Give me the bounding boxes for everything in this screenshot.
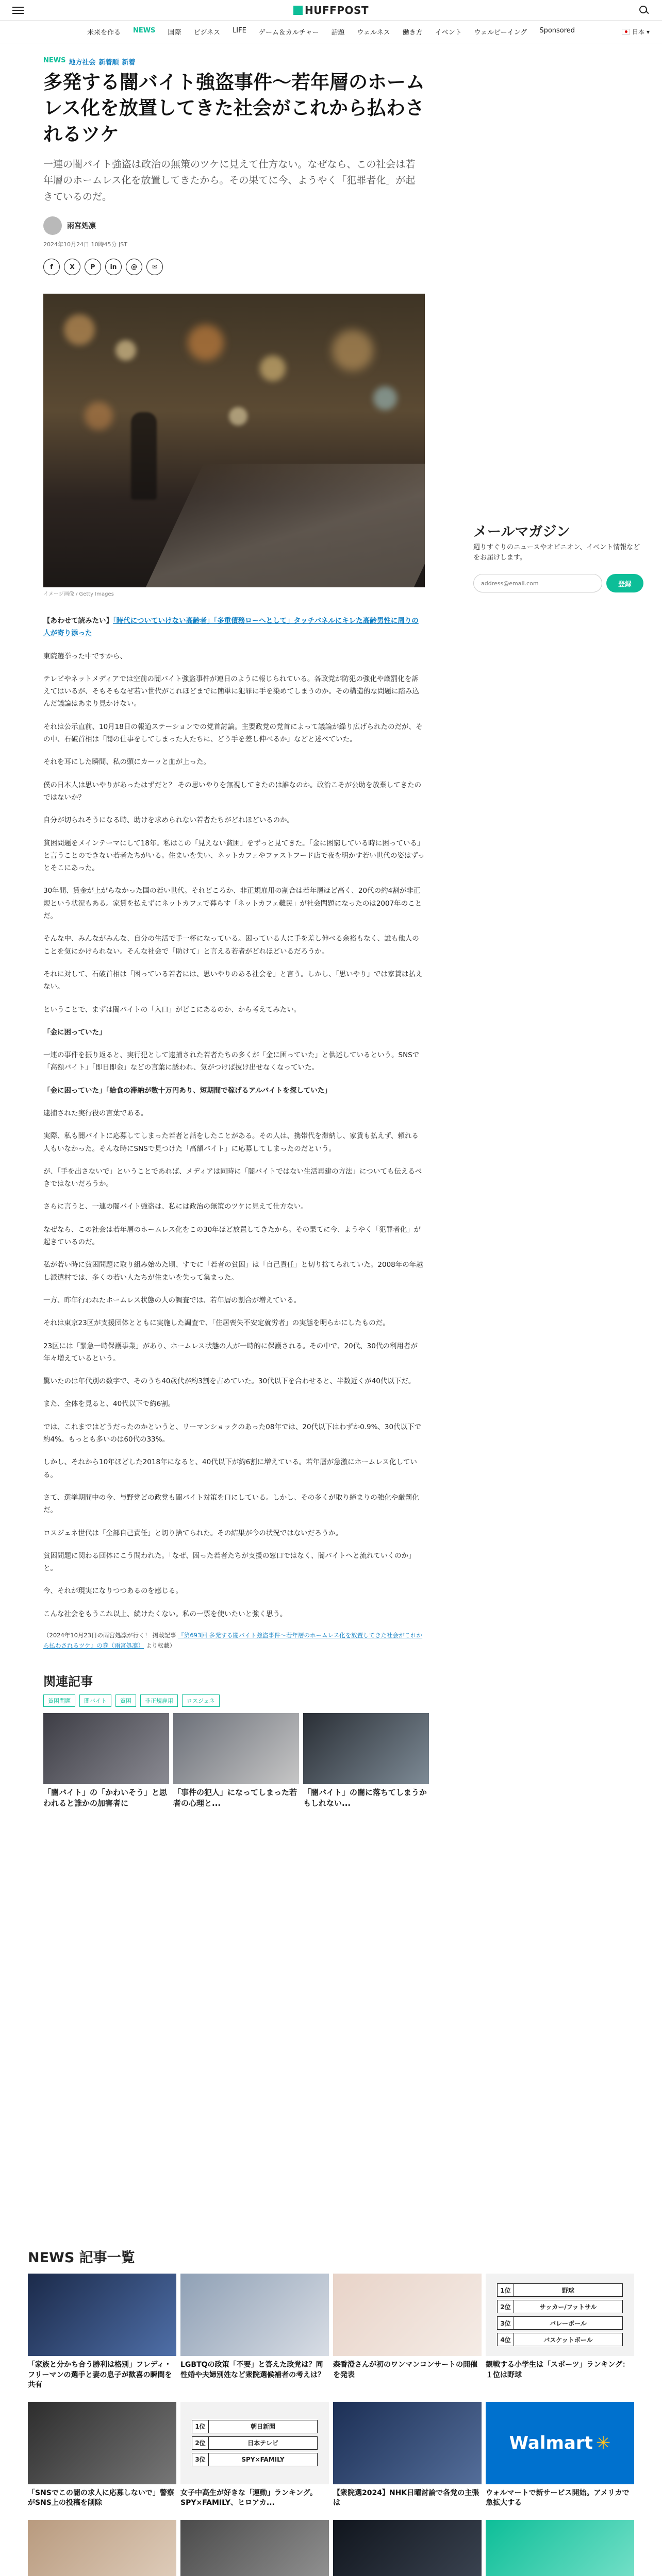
- railing: [141, 464, 425, 587]
- article-tags: [43, 57, 425, 66]
- nav-item[interactable]: ゲーム＆カルチャー: [258, 29, 319, 37]
- rank-number: 2位: [192, 2437, 209, 2449]
- huffpost-logo[interactable]: HUFFPOST: [293, 4, 369, 16]
- subscribe-button[interactable]: 登録: [606, 574, 643, 592]
- paragraph: テレビやネットメディアでは空前の闇バイト強盗事件が連日のように報じられている。各政党が防犯の強化や厳罰化を訴えてはいるが、そもそもなぜ若い世代がこれほどまでに簡単に犯罪に手を染めてしまうのか。その構造的な問題に踏み込んだ議論はあまり見かけない。: [43, 674, 419, 708]
- ranking-row: [192, 2436, 318, 2450]
- news-thumbnail: [333, 2520, 482, 2576]
- nav-item[interactable]: Sponsored: [539, 27, 575, 35]
- article-tag[interactable]: 新着順: [98, 59, 119, 66]
- search-icon[interactable]: [638, 5, 650, 16]
- rank-number: 2位: [498, 2300, 514, 2313]
- nav-item[interactable]: 国際: [168, 29, 181, 37]
- news-thumbnail: [333, 2402, 482, 2484]
- related-card[interactable]: [43, 1713, 169, 1809]
- dek: 一連の闇バイト強盗は政治の無策のツケに見えて仕方ない。なぜなら、この社会は若年層のホームレス化を放置してきたから。その果てに今、ようやく「犯罪者化」が起きているのだ。: [43, 158, 416, 202]
- site-header: [0, 0, 662, 21]
- paragraph: 驚いたのは年代別の数字で、そのうち40歳代が約3割を占めていた。30代以下を合わせると、半数近くが40代以下だ。: [43, 1377, 416, 1386]
- facebook-icon[interactable]: f: [43, 259, 60, 275]
- hamburger-menu-icon[interactable]: [12, 7, 24, 14]
- newsletter-signup: [473, 520, 643, 592]
- paragraph: 今、それが現実になりつつあるのを感じる。: [43, 1587, 183, 1596]
- related-tag[interactable]: 闇バイト: [79, 1694, 111, 1707]
- paragraph: しかし、それから10年ほどした2018年になると、40代以下が約6割に増えている。若年層が急激にホームレス化している。: [43, 1458, 417, 1479]
- news-thumbnail: [28, 2402, 176, 2484]
- related-card-title: 「事件の犯人」になってしまった若者の心理と...: [173, 1788, 297, 1808]
- article-tag[interactable]: 新着: [122, 59, 136, 66]
- news-card-title: 観戦する小学生は「スポーツ」ランキング：１位は野球: [486, 2361, 630, 2379]
- related-card-title: 「闇バイト」の闇に落ちてしまうかもしれない...: [303, 1788, 427, 1808]
- linkedin-icon[interactable]: in: [105, 259, 122, 275]
- news-card-title: ウォルマートで新サービス開始。アメリカで急拡大する: [486, 2488, 630, 2507]
- news-card[interactable]: [333, 2402, 482, 2509]
- paragraph: 自分が切られそうになる時、助けを求められない若者たちがどれほどいるのか。: [43, 816, 294, 825]
- paragraph: ロスジェネ世代は「全部自己責任」と切り捨てられた。その結果が今の状況ではないだろうか。: [43, 1529, 343, 1537]
- paragraph: 「金に困っていた」: [43, 1028, 106, 1037]
- nav-item[interactable]: 未来を作る: [87, 29, 121, 37]
- rank-number: 1位: [498, 2284, 514, 2296]
- paragraph: また、全体を見ると、40代以下で約6割。: [43, 1400, 175, 1409]
- share-buttons: [43, 259, 425, 275]
- related-thumbnail: [43, 1713, 169, 1784]
- paragraph: 東院選挙った中ですから、: [43, 652, 127, 660]
- news-card-title: 森香澄さんが初のワンマンコンサートの開催を発表: [333, 2361, 477, 2379]
- news-grid: [28, 2274, 634, 2576]
- paragraph: それを耳にした瞬間、私の頭にカーッと血が上った。: [43, 758, 210, 767]
- article: [43, 57, 425, 1809]
- mail-icon[interactable]: @: [126, 259, 142, 275]
- pocket-icon[interactable]: P: [85, 259, 101, 275]
- nav-item[interactable]: 話題: [331, 29, 345, 37]
- news-card[interactable]: [180, 2274, 329, 2391]
- paragraph: 逮捕された実行役の言葉である。: [43, 1109, 148, 1117]
- nav-list: [87, 27, 575, 37]
- x-icon[interactable]: X: [64, 259, 80, 275]
- paragraph: 貧困問題に関わる団体にこう問われた。「なぜ、困った若者たちが支援の窓口ではなく、闇バイトへと流れていくのか」と。: [43, 1551, 416, 1573]
- news-thumbnail: [180, 2520, 329, 2576]
- rank-label: 野球: [561, 2286, 574, 2294]
- news-card[interactable]: [28, 2274, 176, 2391]
- walmart-logo: Walmart ✳: [486, 2402, 634, 2484]
- news-card-title: 【衆院選2024】NHK日曜討論で各党の主張は: [333, 2488, 479, 2507]
- paragraph: こんな社会をもうこれ以上、続けたくない。私の一票を使いたいと強く思う。: [43, 1609, 287, 1618]
- news-list: [28, 2246, 634, 2576]
- paragraph: では、これまではどうだったのかというと、リーマンショックのあった08年では、20代以下はわずか0.9%、30代以下で約4%。もっとも多いのは60代の33%。: [43, 1422, 422, 1444]
- related-tag[interactable]: 非正規雇用: [140, 1694, 178, 1707]
- paragraph: それは東京23区が支援団体とともに実施した調査で、「住居喪失不安定就労者」の実態を明らかにしたものだ。: [43, 1319, 390, 1328]
- ranking-thumbnail: [486, 2274, 634, 2356]
- news-card[interactable]: [486, 2520, 634, 2576]
- nav-item[interactable]: イベント: [435, 29, 462, 37]
- silhouette-figure: [131, 412, 157, 500]
- footnote-link[interactable]: 『第693回 多発する闇バイト強盗事件〜若年層のホームレス化を放置してきた社会がこれから払わされるツケ』の巻（雨宮処凛）: [43, 1632, 423, 1649]
- news-thumbnail: [333, 2274, 482, 2356]
- article-tag[interactable]: 地方社会: [69, 59, 96, 66]
- news-card[interactable]: [28, 2402, 176, 2509]
- paragraph: 実際、私も闇バイトに応募してしまった若者と話をしたことがある。その人は、携帯代を滞納し、家賃も払えず、頼れる人もいなかった。そんな時にSNSで見つけた「高額バイト」に応募してしまったのだという。: [43, 1132, 419, 1153]
- paragraph: 一方、昨年行われたホームレス状態の人の調査では、若年層の割合が増えている。: [43, 1296, 301, 1304]
- subhead: 「金に困っていた」「給食の滞納が数十万円あり、短期間で稼げるアルバイトを探していた」: [43, 1086, 332, 1095]
- paragraph: 私が若い時に貧困問題に取り組み始めた頃、すでに「若者の貧困」は「自己責任」と切り捨てられていた。2008年の年越し派遣村では、多くの若い人たちが住まいを失って集まった。: [43, 1261, 423, 1282]
- nav-item[interactable]: ウェルネス: [357, 29, 390, 37]
- related-thumbnail: [303, 1713, 429, 1784]
- news-card[interactable]: [180, 2402, 329, 2509]
- author-name[interactable]: 雨宮処凛: [67, 222, 96, 230]
- paragraph: 30年間、賃金が上がらなかった国の若い世代。それどころか、非正規雇用の割合は若年層ほど高く、20代の約4割が非正規という状況もある。家賃を払えずにネットカフェで暮らす「ネットカフェ難民」が社会問題になったのは2007年のことだ。: [43, 887, 422, 921]
- rank-label: バレーボール: [550, 2319, 587, 2327]
- news-card-title: LGBTQの政策「不要」と答えた政党は？同性婚や夫婦別姓など衆院選候補者の考えは？: [180, 2361, 325, 2379]
- rank-label: SPY×FAMILY: [241, 2455, 285, 2463]
- related-section: [43, 1671, 425, 1809]
- lead-link[interactable]: 「時代についていけない高齢者」「多重債務ローへとして」タッチパネルにキレた高齢男性に周りの人が寄り添った: [43, 616, 419, 638]
- related-card[interactable]: [303, 1713, 429, 1809]
- rank-number: 3位: [192, 2453, 209, 2466]
- rank-number: 4位: [498, 2333, 514, 2346]
- headline: 多発する闇バイト強盗事件〜若年層のホームレス化を放置してきた社会がこれから払わされるツケ: [43, 71, 425, 145]
- related-tag[interactable]: ロスジェネ: [182, 1694, 220, 1707]
- image-caption: イメージ画像 / Getty Images: [43, 591, 114, 597]
- rank-number: 3位: [498, 2317, 514, 2329]
- nav-item[interactable]: 働き方: [402, 29, 423, 37]
- paragraph: さて、選挙期間中の今、与野党どの政党も闇バイト対策を口にしている。しかし、その多くが取り締まりの強化や厳罰化だ。: [43, 1493, 419, 1515]
- news-thumbnail: [486, 2520, 634, 2576]
- paragraph: 貧困問題をメインテーマにして18年。私はこの「見えない貧困」をずっと見てきた。「金に困窮している時に困っている」と言うことのできない若者たちがいる。住まいを失い、ネットカフェやファストフード店で夜を明かす若い世代の姿はずっとそこにあった。: [43, 839, 425, 873]
- nav-item[interactable]: ウェルビーイング: [474, 29, 527, 37]
- spark-icon: ✳: [595, 2432, 611, 2453]
- paragraph: さらに言うと、一連の闇バイト強盗は、私には政治の無策のツケに見えて仕方ない。: [43, 1202, 308, 1211]
- news-thumbnail: [28, 2274, 176, 2356]
- nav-item[interactable]: LIFE: [233, 27, 246, 35]
- article-body: [43, 615, 425, 1620]
- related-list: [43, 1713, 425, 1809]
- footnote: （2024年10月23日の雨宮処凛が行く！ 掲載記事 『第693回 多発する闇バイト強盗事件〜若年層のホームレス化を放置してきた社会がこれから払わされるツケ』の巻（雨宮処凛） より転載）: [43, 1632, 423, 1649]
- news-card-title: 女子中高生が好きな「運動」ランキング。SPY×FAMILY、ヒロアカ...: [180, 2488, 318, 2507]
- mail-share-icon[interactable]: ✉: [146, 259, 163, 275]
- related-thumbnail: [173, 1713, 299, 1784]
- japan-flag-icon: [622, 29, 630, 35]
- paragraph: なぜなら、この社会は若年層のホームレス化をこの30年ほど放置してきたから。その果てに今、ようやく「犯罪者化」が起きているのだ。: [43, 1225, 421, 1247]
- hero-image: [43, 294, 425, 587]
- news-card[interactable]: [333, 2274, 482, 2391]
- ranking-thumbnail: [180, 2402, 329, 2484]
- related-card-title: 「闇バイト」の「かわいそう」と思われると誰かの加害者に: [43, 1788, 168, 1808]
- newsletter-desc: 週りすぐりのニュースやオピニオン、イベント情報などをお届けします。: [473, 544, 640, 562]
- related-tag[interactable]: 貧困問題: [43, 1694, 75, 1707]
- article-tag[interactable]: NEWS: [43, 57, 66, 64]
- edition-selector[interactable]: 日本 ▾: [622, 27, 650, 36]
- news-card-title: 「SNSでこの闇の求人に応募しないで」警察がSNS上の投稿を削除: [28, 2488, 174, 2507]
- news-title: NEWS 記事一覧: [28, 2250, 135, 2266]
- paragraph: 僕の日本人は思いやりがあったはずだと？ その思いやりを無視してきたのは誰なのか。政治こそが公助を放棄してきたのではないか？: [43, 781, 422, 802]
- email-field[interactable]: [473, 574, 602, 592]
- news-card[interactable]: [28, 2520, 176, 2576]
- author-row: [43, 216, 425, 235]
- related-title: 関連記事: [43, 1674, 93, 1689]
- author-avatar: [43, 216, 62, 235]
- news-card[interactable]: [486, 2402, 634, 2509]
- rank-number: 1位: [192, 2420, 209, 2433]
- ranking-row: [192, 2420, 318, 2433]
- related-tags: [43, 1694, 425, 1707]
- chevron-down-icon: ▾: [646, 28, 650, 36]
- paragraph: 23区には「緊急一時保護事業」があり、ホームレス状態の人が一時的に保護される。その中で、20代、30代の利用者が年々増えているという。: [43, 1342, 418, 1363]
- paragraph: 一連の事件を振り返ると、実行犯として逮捕された若者たちの多くが「金に困っていた」と供述しているという。SNSで「高額バイト」「即日即金」などの言葉に誘われ、気がつけば抜け出せなくなっていた。: [43, 1051, 420, 1072]
- paragraph: それに対して、石破首相は「困っている若者には、思いやりのある社会を」と言う。しかし、「思いやり」では家賃は払えない。: [43, 970, 423, 991]
- main-nav: [0, 21, 662, 43]
- lead-paragraph: 【あわせて読みたい】「時代についていけない高齢者」「多重債務ローへとして」タッチパネルにキレた高齢男性に周りの人が寄り添った: [43, 616, 419, 638]
- paragraph: が、「手を出さないで」ということであれば、メディアは同時に「闇バイトではない生活再建の方法」についても伝えるべきではないだろうか。: [43, 1167, 422, 1189]
- ranking-row: [497, 2283, 623, 2297]
- news-thumbnail: [180, 2274, 329, 2356]
- rank-label: バスケットボール: [543, 2336, 593, 2344]
- newsletter-form: [473, 574, 643, 592]
- ranking-row: [497, 2300, 623, 2313]
- news-card[interactable]: [180, 2520, 329, 2576]
- news-thumbnail: [28, 2520, 176, 2576]
- news-card[interactable]: [486, 2274, 634, 2391]
- rank-label: 朝日新聞: [250, 2423, 275, 2431]
- related-card[interactable]: [173, 1713, 299, 1809]
- nav-item[interactable]: NEWS: [133, 27, 156, 35]
- newsletter-title: メールマガジン: [473, 524, 570, 540]
- news-card-title: 「家族と分かち合う勝利は格別」フレディ・フリーマンの選手と妻の息子が歓喜の瞬間を共有: [28, 2361, 172, 2389]
- ranking-row: [192, 2453, 318, 2466]
- rank-label: 日本テレビ: [247, 2439, 278, 2447]
- news-card[interactable]: [333, 2520, 482, 2576]
- paragraph: ということで、まずは闇バイトの「入口」がどこにあるのか、から考えてみたい。: [43, 1005, 301, 1014]
- ranking-row: [497, 2316, 623, 2330]
- paragraph: それは公示直前、10月18日の報道ステーションでの党首討論。主要政党の党首によって議論が繰り広げられたのだが、その中、石破首相は「闇の仕事をしてしまった人たちに、どう手を差し伸べるか」などと述べていた。: [43, 722, 423, 744]
- related-tag[interactable]: 貧困: [115, 1694, 136, 1707]
- paragraph: そんな中、みんながみんな、自分の生活で手一杯になっている。困っている人に手を差し伸べる余裕もなく、誰も他人のことを気にかけられない。そんな社会で「助けて」と言える若者がどれほどいるだろうか。: [43, 935, 419, 956]
- rank-label: サッカー/フットサル: [539, 2303, 597, 2311]
- nav-item[interactable]: ビジネス: [193, 29, 221, 37]
- ranking-row: [497, 2333, 623, 2346]
- dateline: 2024年10月24日 10時45分 JST: [43, 241, 127, 248]
